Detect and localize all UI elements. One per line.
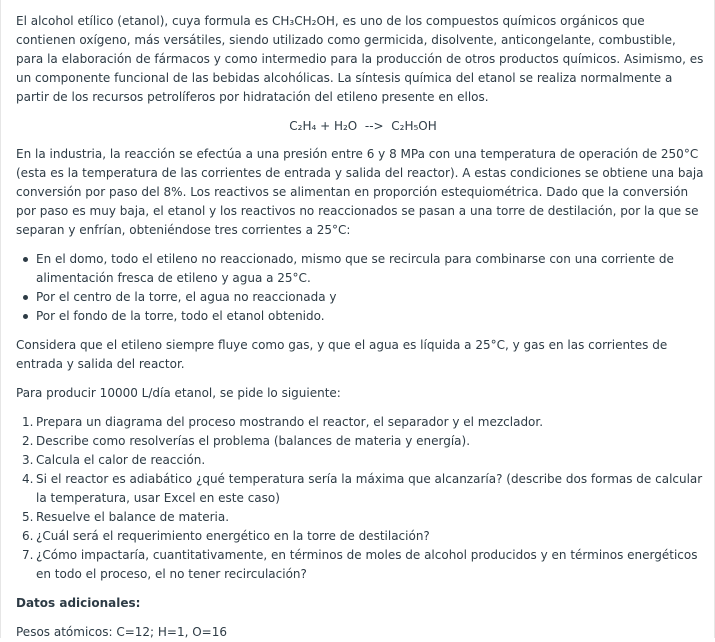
intro-paragraph: El alcohol etílico (etanol), cuya formula es CH₃CH₂OH, es uno de los compuestos químicos orgánicos que contienen oxígeno, más versátiles, siendo utilizado como germicida, disolvente, anticongelante, combustible, para la elaboración de fármacos y como intermedio para la producción de otros productos químicos. Asimismo, es un componente funcional de las bebidas alcohólicas. La síntesis química del etanol se realiza normalmente a partir de los recursos petrolíferos por hidratación del etileno presente en ellos. <box>16 14 704 104</box>
equation-reactants: C₂H₄ + H₂O <box>289 119 358 133</box>
list-item: Por el centro de la torre, el agua no reaccionada y <box>36 288 706 307</box>
process-paragraph: En la industria, la reacción se efectúa a una presión entre 6 y 8 MPa con una temperatura de operación de 250°C (esta es la temperatura de las corrientes de entrada y salida del reactor). A estas condiciones se obtiene una baja conversión por paso del 8%. Los reactivos se alimentan en proporción estequiométrica. Dado que la conversión por paso es muy baja, el etanol y los reactivos no reaccionados se pasan a una torre de destilación, por la que se separan y enfrían, obteniéndose tres corrientes a 25°C: <box>16 147 704 237</box>
extra-data-heading: Datos adicionales: <box>16 596 141 610</box>
list-item: 5. Resuelve el balance de materia. <box>22 510 230 524</box>
atomic-weights: Pesos atómicos: C=12; H=1, O=16 <box>16 625 227 639</box>
request-paragraph: Para producir 10000 L/día etanol, se pide lo siguiente: <box>16 386 341 400</box>
assignment-content <box>16 12 706 642</box>
list-item: 3. Calcula el calor de reacción. <box>22 453 206 467</box>
equation-arrow: --> <box>364 119 384 133</box>
equation-products: C₂H₅OH <box>391 119 437 133</box>
streams-list <box>16 250 706 326</box>
list-item: 6. ¿Cuál será el requerimiento energético en la torre de destilación? <box>22 529 430 543</box>
list-item: En el domo, todo el etileno no reaccionado, mismo que se recircula para combinarse con una corriente de alimentación fresca de etileno y agua a 25°C. <box>36 250 706 288</box>
tasks-list <box>16 413 706 584</box>
reaction-equation <box>16 117 706 136</box>
list-item: Por el fondo de la torre, todo el etanol obtenido. <box>36 307 706 326</box>
list-item: 7. ¿Cómo impactaría, cuantitativamente, en términos de moles de alcohol producidos y en términos energéticos en todo el proceso, el no tener recirculación? <box>22 548 698 581</box>
list-item: 2. Describe como resolverías el problema (balances de materia y energía). <box>22 434 471 448</box>
list-item: 4. Si el reactor es adiabático ¿qué temperatura sería la máxima que alcanzaría? (describe dos formas de calcular la temperatura, usar Excel en este caso) <box>22 472 703 505</box>
consider-paragraph: Considera que el etileno siempre fluye como gas, y que el agua es líquida a 25°C, y gas en las corrientes de entrada y salida del reactor. <box>16 338 668 371</box>
list-item: 1. Prepara un diagrama del proceso mostrando el reactor, el separador y el mezclador. <box>22 415 544 429</box>
